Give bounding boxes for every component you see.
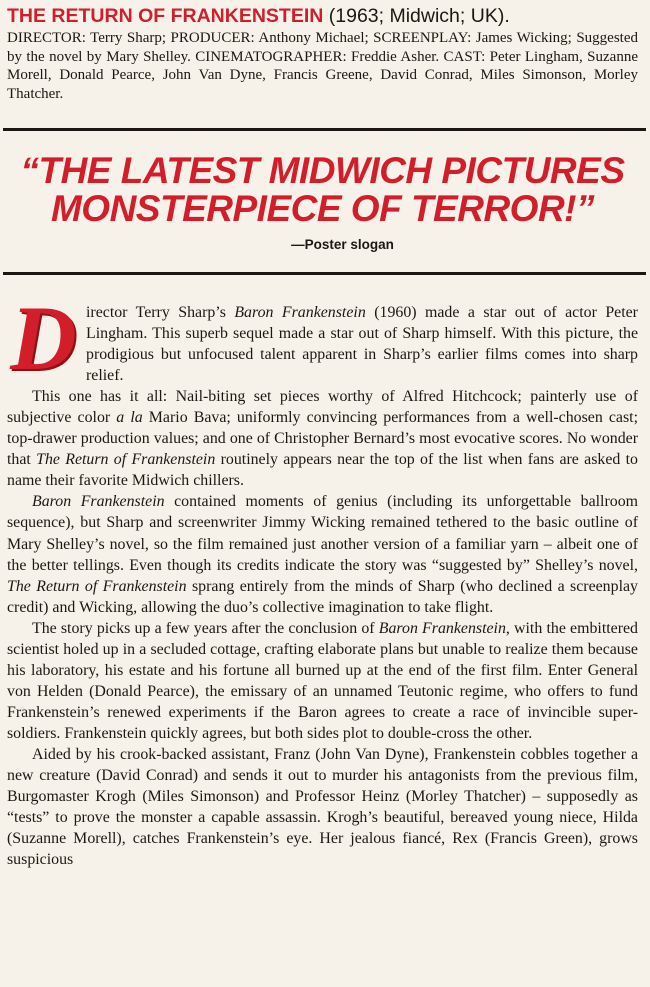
p2-italic-title: The Return of Frankenstein bbox=[36, 451, 216, 469]
film-title: THE RETURN OF FRANKENSTEIN bbox=[7, 5, 324, 27]
slogan-attribution: —Poster slogan bbox=[291, 237, 394, 252]
paragraph-5: Aided by his crook-backed assistant, Franz (John Van Dyne), Frankenstein cobbles together a new creature (David Conrad) and sends it out to murder his antagonists from the previous film, Burgomaster Krogh (Miles Simonson) and Professor Heinz (Morley Thatcher) – supposedly as “tests” to prove the monster a capable assassin. Krogh’s beautiful, bereaved young niece, Hilda (Suzanne Morell), catches Frankenstein’s eye. Her jealous fiancé, Rex (Francis Green), grows suspicious bbox=[7, 745, 638, 869]
paragraph-4 bbox=[7, 618, 638, 744]
top-divider bbox=[3, 128, 646, 131]
slogan-line-1: “THE LATEST MIDWICH PICTURES bbox=[20, 150, 625, 191]
p4-text-c: , with the embittered scientist holed up in a secluded cottage, crafting elaborate plans but unable to realize them because his laboratory, his estate and his fortune all burned up at the end of the first film. Enter General von Helden (Donald Pearce), the emissary of an unnamed Teutonic regime, who offers to fund Frankenstein’s renewed experiments if the Baron agrees to create a race of invincible super-soldiers. Frankenstein quickly agrees, but both sides plot to double-cross the other. bbox=[7, 619, 638, 742]
p3-italic-title-a: Baron Frankenstein bbox=[32, 493, 165, 511]
film-meta: (1963; Midwich; UK). bbox=[328, 5, 510, 27]
p3-text-b: contained moments of genius (including its unforgettable ballroom sequence), but Sharp and screenwriter Jimmy Wicking remained tethered to the basic outline of Mary Shelley’s novel, so the film remained just another version of a familiar yarn – albeit one of the better tellings. Even though its credits indicate the story was “suggested by” Shelley’s novel, bbox=[7, 493, 638, 574]
paragraph-3 bbox=[7, 491, 638, 617]
slogan-line-2: MONSTERPIECE OF TERROR!” bbox=[50, 188, 595, 229]
p2-text-a: This one has it all: Nail-biting set pieces worthy of Alfred Hitchcock; painterly use of subjective color bbox=[7, 388, 638, 427]
paragraph-2 bbox=[7, 386, 638, 491]
p2-italic-a-la: a la bbox=[116, 409, 143, 427]
p2-text-c: Mario Bava; uniformly convincing performances from a well-chosen cast; top-drawer production values; and one of Christopher Bernard’s most evocative scores. No wonder that bbox=[7, 409, 638, 469]
article-body bbox=[7, 287, 638, 870]
p1-text-c: (1960) made a star out of actor Peter Lingham. This superb sequel made a star out of Sharp himself. With this picture, the prodigious but unfocused talent apparent in Sharp’s earlier films comes into sharp relief. bbox=[86, 304, 638, 385]
credits-block: DIRECTOR: Terry Sharp; PRODUCER: Anthony Michael; SCREENPLAY: James Wicking; Suggested by the novel by Mary Shelley. CINEMATOGRAPHER: Freddie Asher. CAST: Peter Lingham, Suzanne Morell, Donald Pearce, John Van Dyne, Francis Greene, David Conrad, Miles Simonson, Morley Thatcher. bbox=[7, 30, 638, 102]
p4-text-a: The story picks up a few years after the conclusion of bbox=[32, 619, 379, 637]
bottom-divider bbox=[3, 272, 646, 275]
p1-italic-title: Baron Frankenstein bbox=[234, 304, 366, 321]
paragraph-1 bbox=[7, 287, 638, 389]
entry-title-line bbox=[7, 4, 638, 28]
p3-text-d: sprang entirely from the minds of Sharp (who declined a screenplay credit) and Wicking, allowing the duo’s collective imagination to take flight. bbox=[7, 577, 638, 616]
poster-slogan bbox=[7, 152, 638, 228]
p4-italic-title: Baron Frankenstein bbox=[378, 619, 506, 637]
p1-text-a: irector Terry Sharp’s bbox=[86, 304, 235, 321]
p3-italic-title-c: The Return of Frankenstein bbox=[7, 577, 187, 595]
drop-cap: D bbox=[10, 287, 77, 389]
p2-text-e: routinely appears near the top of the list when fans are asked to name their favorite Midwich chillers. bbox=[7, 451, 638, 490]
